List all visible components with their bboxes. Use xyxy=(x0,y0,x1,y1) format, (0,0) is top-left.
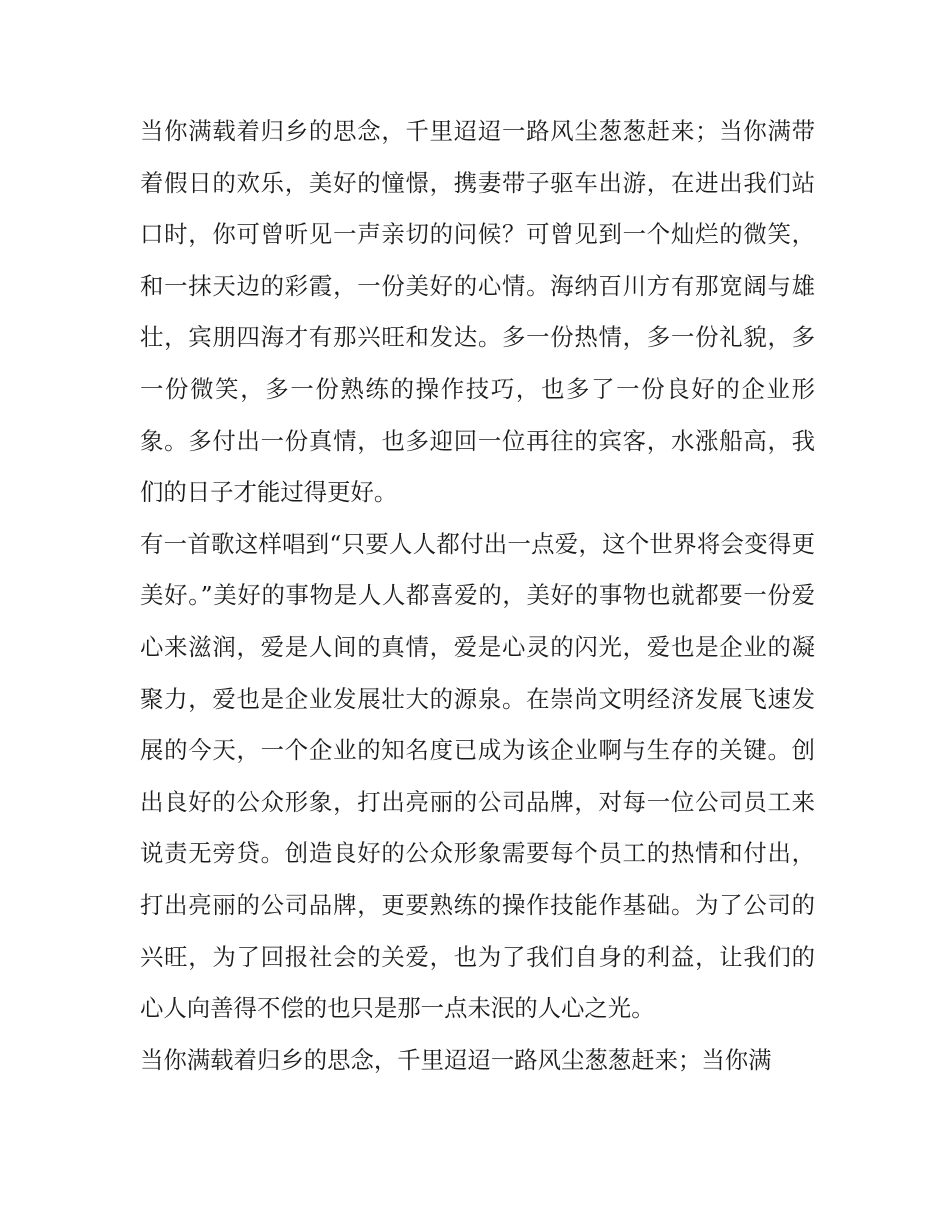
paragraph-1: 当你满载着归乡的思念，千里迢迢一路风尘葱葱赶来；当你满带着假日的欢乐，美好的憧憬，携妻带子驱车出游，在进出我们站口时，你可曾听见一声亲切的问候？可曾见到一个灿烂的微笑，和一抹天边的彩霞，一份美好的心情。海纳百川方有那宽阔与雄壮，宾朋四海才有那兴旺和发达。多一份热情，多一份礼貌，多一份微笑，多一份熟练的操作技巧，也多了一份良好的企业形象。多付出一份真情，也多迎回一位再往的宾客，水涨船高，我们的日子才能过得更好。 xyxy=(140,117,815,507)
paragraph-3: 当你满载着归乡的思念，千里迢迢一路风尘葱葱赶来；当你满 xyxy=(140,1045,772,1074)
paragraph-2: 有一首歌这样唱到“只要人人都付出一点爱，这个世界将会变得更美好。”美好的事物是人人都喜爱的，美好的事物也就都要一份爱心来滋润，爱是人间的真情，爱是心灵的闪光，爱也是企业的凝聚力，爱也是企业发展壮大的源泉。在崇尚文明经济发展飞速发展的今天，一个企业的知名度已成为该企业啊与生存的关键。创出良好的公众形象，打出亮丽的公司品牌，对每一位公司员工来说责无旁贷。创造良好的公众形象需要每个员工的热情和付出，打出亮丽的公司品牌，更要熟练的操作技能作基础。为了公司的兴旺，为了回报社会的关爱，也为了我们自身的利益，让我们的心人向善得不偿的也只是那一点未泯的人心之光。 xyxy=(140,529,815,1023)
document-body xyxy=(140,106,815,1086)
